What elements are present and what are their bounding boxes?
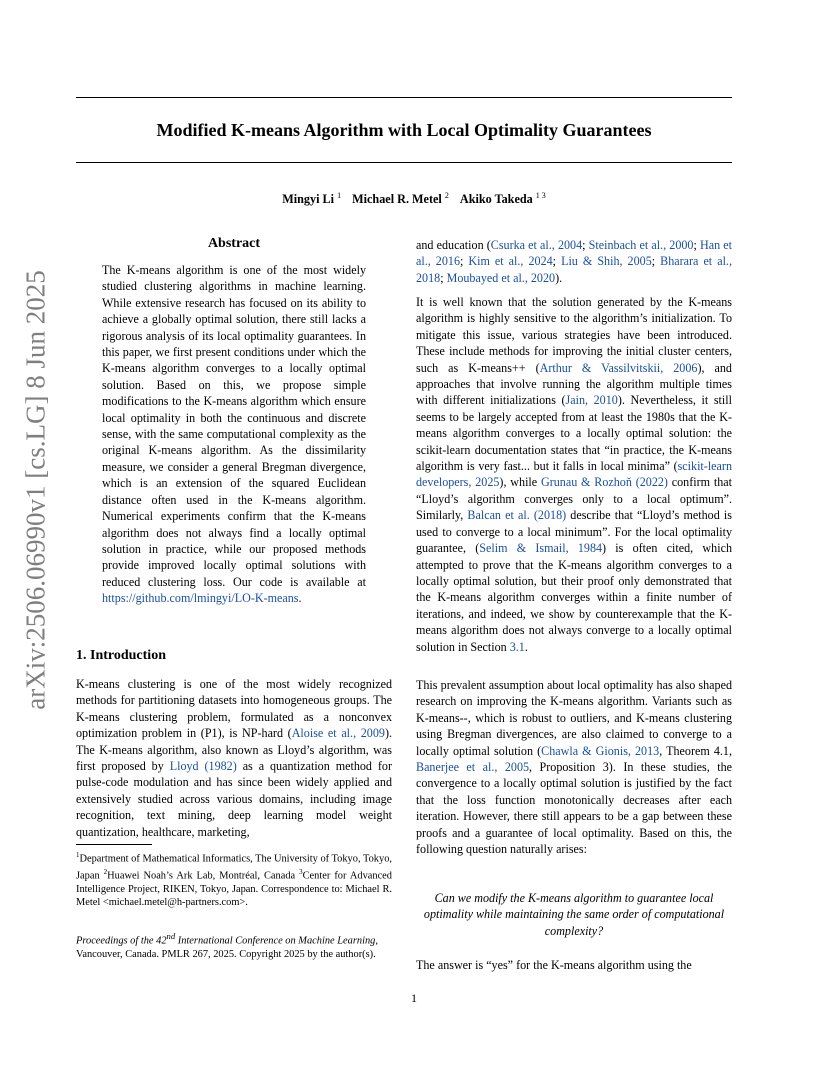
paragraph-text: , Proposition 3). In these studies, the convergence to a locally optimal solution is justified by the fact that the loss function monotonically decreases after each iteration. However, there still appears to be a gap between these proofs and a guarantee of local optimality. Based on this, the following question naturally arises: bbox=[416, 760, 733, 857]
arxiv-identifier: arXiv:2506.06990v1 [cs.LG] 8 Jun 2025 bbox=[20, 270, 51, 710]
paragraph-text: ). bbox=[555, 270, 563, 285]
intro-paragraph-1 bbox=[76, 676, 392, 840]
right-paragraph-0 bbox=[416, 237, 732, 286]
citation-link[interactable]: Csurka et al., 2004 bbox=[490, 238, 583, 252]
abstract-heading: Abstract bbox=[207, 236, 261, 251]
paragraph-text: K-means clustering is one of the most widely recognized methods for partitioning datasets into homogeneous groups. The K-means clustering problem, formulated as a nonconvex optimization problem in (P1), is NP-hard ( bbox=[76, 677, 392, 741]
paragraph-text: ). Nevertheless, it still seems to be largely accepted from at least the 1980s that the K-means algorithm converges to a locally optimal solution: the scikit-learn documentation states that “in practice, the K-means algorithm is very fast... but it falls in local minima” ( bbox=[416, 393, 732, 474]
paragraph-text: ; bbox=[693, 238, 700, 252]
footnote-rule bbox=[76, 844, 152, 845]
citation-link[interactable]: Lloyd (1982) bbox=[169, 759, 237, 774]
citation-link[interactable]: Liu & Shih, 2005 bbox=[561, 254, 652, 269]
citation-link[interactable]: Moubayed et al., 2020 bbox=[446, 270, 556, 285]
citation-link[interactable]: Jain, 2010 bbox=[565, 393, 618, 408]
author: Michael R. Metel $^2$ bbox=[352, 191, 449, 207]
title-rule-top bbox=[76, 97, 732, 98]
citation-link[interactable]: Banerjee et al., 2005 bbox=[416, 760, 530, 775]
code-link[interactable]: https://github.com/lmingyi/LO-K-means bbox=[102, 591, 299, 606]
paragraph-text: confirm that “Lloyd’s algorithm converges only to a local optimum”. Similarly, bbox=[416, 475, 732, 523]
citation-link[interactable]: Selim & Ismail, 1984 bbox=[479, 541, 603, 556]
paragraph-text: ; bbox=[552, 254, 562, 269]
paragraph-text: ; bbox=[460, 254, 469, 269]
right-paragraph-2 bbox=[416, 677, 732, 857]
paragraph-text: ), and approaches that involve running the algorithm multiple times with different initializations ( bbox=[416, 360, 732, 408]
citation-link[interactable]: Han et al., 2016 bbox=[416, 238, 732, 269]
citation-link[interactable]: Bharara et al., 2018 bbox=[416, 254, 732, 285]
affiliation-footnote: $^1$Department of Mathematical Informatics, The University of Tokyo, Tokyo, Japan $^2$Huawei Noah’s Ark Lab, Montréal, Canada $^3$Center for Advanced Intelligence Project, RIKEN, Tokyo, Japan. Correspondence to: Michael R. Metel <michael.metel@h-partners.com>. bbox=[76, 851, 392, 909]
paragraph-text: , Theorem 4.1, bbox=[659, 743, 732, 758]
section-heading-introduction: 1. Introduction bbox=[76, 648, 166, 663]
paragraph-text: ) is often cited, which attempted to prove that the K-means algorithm converges to a locally optimal solution, but their proof only demonstrated that the K-means algorithm converges within a finite number of iterations, and indeed, we show by counterexample that the K-means algorithm does not always converge to a locally optimal solution in Section bbox=[416, 541, 732, 654]
paragraph-text: ). The K-means algorithm, also known as Lloyd’s algorithm, was first proposed by bbox=[76, 726, 392, 774]
citation-link[interactable]: Balcan et al. (2018) bbox=[467, 508, 567, 523]
paragraph-text: . bbox=[524, 639, 528, 654]
citation-link[interactable]: Aloise et al., 2009 bbox=[291, 726, 385, 741]
author-list bbox=[0, 191, 828, 207]
citation-link[interactable]: Kim et al., 2024 bbox=[468, 254, 553, 269]
right-paragraph-3: The answer is “yes” for the K-means algorithm using the bbox=[416, 958, 692, 972]
author: Mingyi Li $^1$ bbox=[282, 191, 342, 207]
paragraph-text: as a quantization method for pulse-code modulation and has since been widely applied and extensively studied across various domains, including image recognition, text mining, deep learning model weight quantization, healthcare, marketing, bbox=[76, 759, 393, 839]
title-rule-bottom bbox=[76, 162, 732, 163]
paragraph-text: and education ( bbox=[416, 238, 491, 252]
paragraph-text: This prevalent assumption about local optimality has also shaped research on improving the K-means algorithm. Variants such as K-means--, which is robust to outliers, and K-means clustering using Bregman divergences, are also claimed to converge to a locally optimal solution ( bbox=[416, 678, 732, 758]
page-number: 1 bbox=[411, 991, 417, 1005]
citation-link[interactable]: Chawla & Gionis, 2013 bbox=[541, 743, 660, 758]
paragraph-text: ; bbox=[440, 270, 447, 285]
paper-title: Modified K-means Algorithm with Local Optimality Guarantees bbox=[156, 120, 652, 140]
paragraph-text: describe that “Lloyd’s method is used to converge to a local minimum”. For the local optimality guarantee, ( bbox=[416, 508, 732, 556]
author: Akiko Takeda $^{1 3}$ bbox=[459, 191, 546, 207]
citation-link[interactable]: 3.1 bbox=[509, 639, 525, 654]
research-question: Can we modify the K-means algorithm to guarantee local optimality while maintaining the same order of computational complexity? bbox=[423, 891, 725, 938]
citation-link[interactable]: Arthur & Vassilvitskii, 2006 bbox=[539, 360, 698, 375]
right-paragraph-1 bbox=[416, 294, 732, 655]
paragraph-text: ; bbox=[651, 254, 661, 269]
citation-link[interactable]: scikit-learn developers, 2025 bbox=[416, 459, 732, 490]
citation-link[interactable]: Steinbach et al., 2000 bbox=[588, 238, 694, 252]
proceedings-note: Proceedings of the 42nd International Conference on Machine Learning, Vancouver, Canada. PMLR 267, 2025. Copyright 2025 by the author(s). bbox=[76, 931, 378, 960]
paragraph-text: ; bbox=[582, 238, 589, 252]
citation-link[interactable]: Grunau & Rozhoň (2022) bbox=[540, 475, 668, 490]
paragraph-text: ), while bbox=[499, 475, 541, 490]
paragraph-text: It is well known that the solution generated by the K-means algorithm is highly sensitive to the algorithm’s initialization. To mitigate this issue, various strategies have been introduced. These include methods for improving the initial cluster centers, such as K-means++ ( bbox=[416, 295, 732, 375]
abstract-text: The K-means algorithm is one of the most widely studied clustering algorithms in machine learning. While extensive research has focused on its ability to achieve a globally optimal solution, there still lacks a rigorous analysis of its local optimality guarantees. In this paper, we first present conditions under which the K-means algorithm converges to a locally optimal solution. Based on this, we propose simple modifications to the K-means algorithm which ensure local optimality in both the continuous and discrete sense, with the same computational complexity as the original K-means algorithm. As the dissimilarity measure, we consider a general Bregman divergence, which is an extension of the squared Euclidean distance often used in the K-means algorithm. Numerical experiments confirm that the K-means algorithm does not always find a locally optimal solution in practice, while our proposed methods provide improved locally optimal solutions with reduced clustering loss. Our code is available at https://github.com/lmingyi/LO-K-means. bbox=[102, 263, 366, 606]
